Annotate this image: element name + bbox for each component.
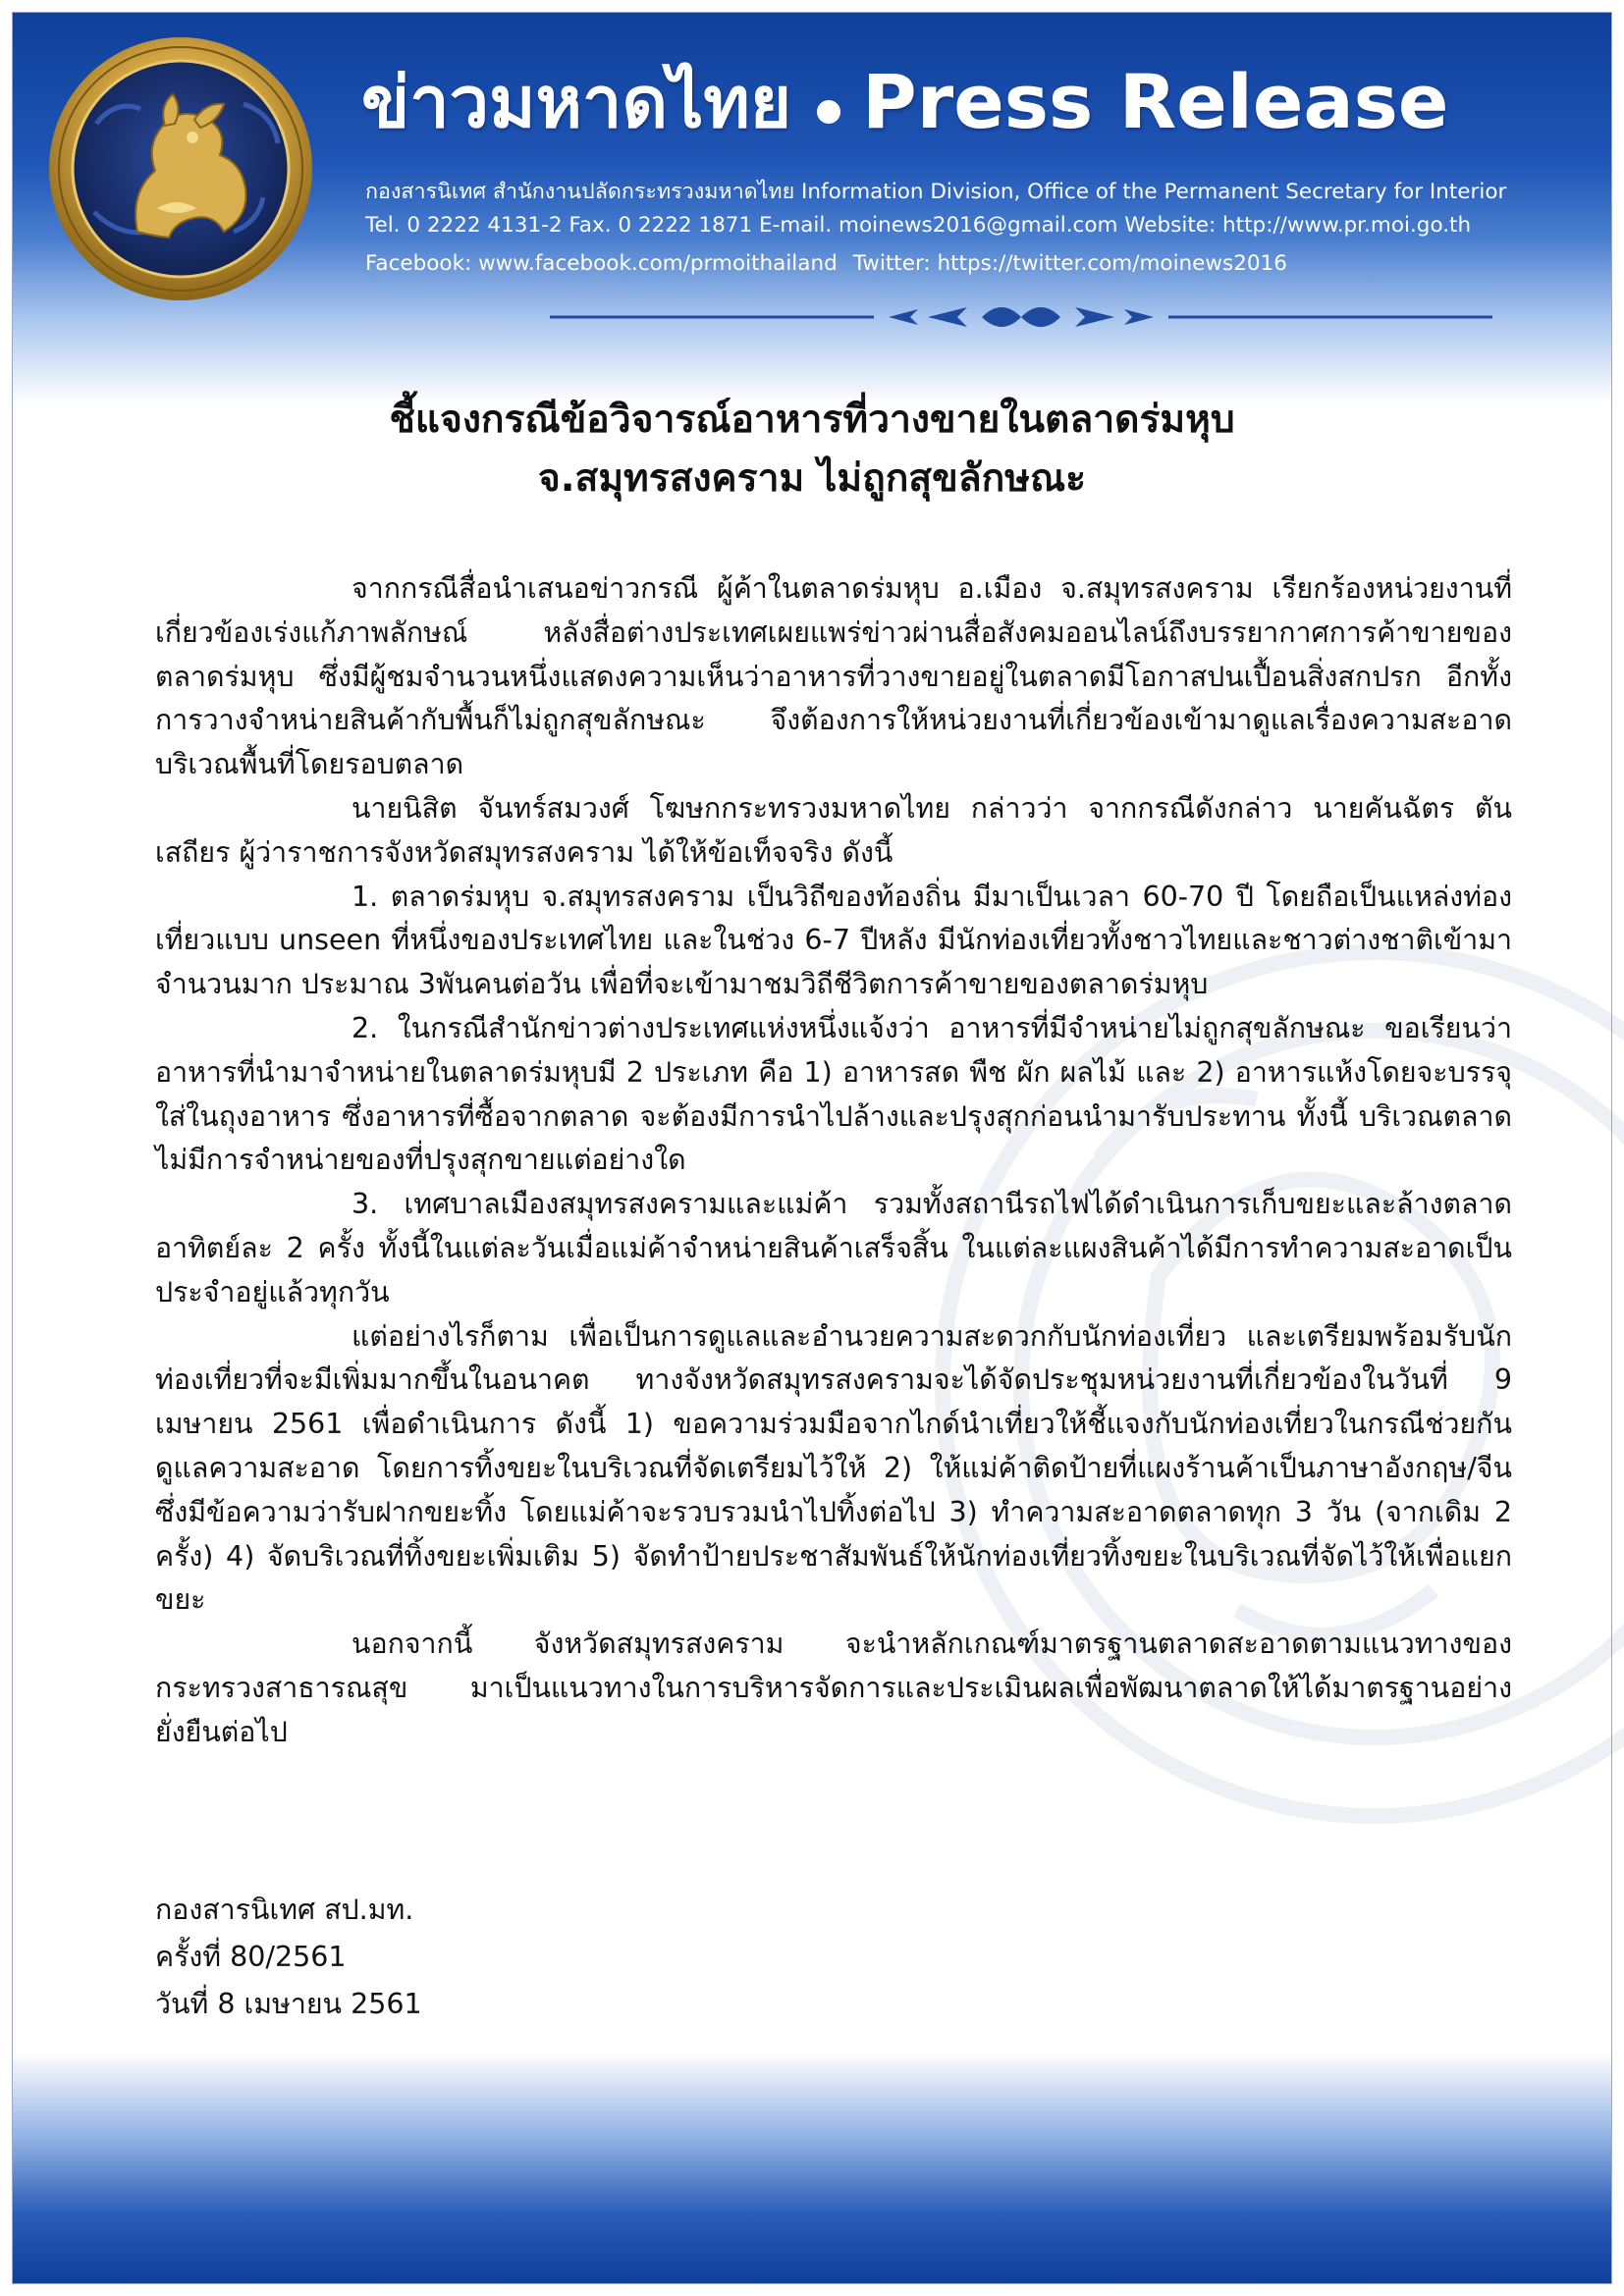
paragraph-conclusion: นอกจากนี้ จังหวัดสมุทรสงคราม จะนำหลักเกณฑ์มาตรฐานตลาดสะอาดตามแนวทางของกระทรวงสาธารณสุข มาเป็นแนวทางในการบริหารจัดการและประเมินผลเพื่อพัฒนาตลาดให้ได้มาตรฐานอย่างยั่งยืนต่อไป: [155, 1628, 1512, 1748]
headline: [0, 391, 1624, 508]
signoff-date: วันที่ 8 เมษายน 2561: [155, 1988, 422, 2020]
paragraph-intro: จากกรณีสื่อนำเสนอข่าวกรณี ผู้ค้าในตลาดร่มหุบ อ.เมือง จ.สมุทรสงคราม เรียกร้องหน่วยงานที่เกี่ยวข้องเร่งแก้ภาพลักษณ์ หลังสื่อต่างประเทศเผยแพร่ข่าวผ่านสื่อสังคมออนไลน์ถึงบรรยากาศการค้าขายของตลาดร่มหุบ ซึ่งมีผู้ชมจำนวนหนึ่งแสดงความเห็นว่าอาหารที่วางขายอยู่ในตลาดมีโอกาสปนเปื้อนสิ่งสกปรก อีกทั้งการวางจำหน่ายสินค้ากับพื้นก็ไม่ถูกสุขลักษณะ จึงต้องการให้หน่วยงานที่เกี่ยวข้องเข้ามาดูแลเรื่องความสะอาดบริเวณพื้นที่โดยรอบตลาด: [155, 572, 1512, 781]
bullet-dot-icon: [817, 100, 840, 124]
paragraph-fact-2: 2. ในกรณีสำนักข่าวต่างประเทศแห่งหนึ่งแจ้งว่า อาหารที่มีจำหน่ายไม่ถูกสุขลักษณะ ขอเรียนว่าอาหารที่นำมาจำหน่ายในตลาดร่มหุบมี 2 ประเภท คือ 1) อาหารสด พืช ผัก ผลไม้ และ 2) อาหารแห้งโดยจะบรรจุใส่ในถุงอาหาร ซึ่งอาหารที่ซื้อจากตลาด จะต้องมีการนำไปล้างและปรุงสุกก่อนนำมารับประทาน ทั้งนี้ บริเวณตลาดไม่มีการจำหน่ายของที่ปรุงสุกขายแต่อย่างใด: [155, 1011, 1512, 1177]
signoff-office: กองสารนิเทศ สป.มท.: [155, 1894, 414, 1926]
ministry-seal-icon: [47, 35, 314, 302]
brand-title-english: Press Release: [862, 58, 1449, 145]
paragraph-measures: แต่อย่างไรก็ตาม เพื่อเป็นการดูแลและอำนวยความสะดวกกับนักท่องเที่ยว และเตรียมพร้อมรับนักท่องเที่ยวที่จะมีเพิ่มมากขึ้นในอนาคต ทางจังหวัดสมุทรสงครามจะได้จัดประชุมหน่วยงานที่เกี่ยวข้องในวันที่ 9 เมษายน 2561 เพื่อดำเนินการ ดังนี้ 1) ขอความร่วมมือจากไกด์นำเที่ยวให้ชี้แจงกับนักท่องเที่ยวในกรณีช่วยกันดูแลความสะอาด โดยการทิ้งขยะในบริเวณที่จัดเตรียมไว้ให้ 2) ให้แม่ค้าติดป้ายที่แผงร้านค้าเป็นภาษาอังกฤษ/จีน ซึ่งมีข้อความว่ารับฝากขยะทิ้ง โดยแม่ค้าจะรวบรวมนำไปทิ้งต่อไป 3) ทำความสะอาดตลาดทุก 3 วัน (จากเดิม 2 ครั้ง) 4) จัดบริเวณที่ทิ้งขยะเพิ่มเติม 5) จัดทำป้ายประชาสัมพันธ์ให้นักท่องเที่ยวทิ้งขยะในบริเวณที่จัดไว้ให้เพื่อแยกขยะ: [155, 1319, 1512, 1617]
headline-line-1: ชี้แจงกรณีข้อวิจารณ์อาหารที่วางขายในตลาดร่มหุบ: [389, 398, 1235, 442]
signoff-issue: ครั้งที่ 80/2561: [155, 1941, 347, 1973]
signoff: [155, 1887, 422, 2028]
twitter-link[interactable]: Twitter: https://twitter.com/moinews2016: [852, 251, 1287, 276]
brand-title-thai: ข่าวมหาดไทย: [361, 61, 792, 143]
paragraph-fact-1: 1. ตลาดร่มหุบ จ.สมุทรสงคราม เป็นวิถีของท้องถิ่น มีมาเป็นเวลา 60-70 ปี โดยถือเป็นแหล่งท่องเที่ยวแบบ unseen ที่หนึ่งของประเทศไทย และในช่วง 6-7 ปีหลัง มีนักท่องเที่ยวทั้งชาวไทยและชาวต่างชาติเข้ามาจำนวนมาก ประมาณ 3พันคนต่อวัน เพื่อที่จะเข้ามาชมวิถีชีวิตการค้าขายของตลาดร่มหุบ: [155, 880, 1512, 1001]
org-line: กองสารนิเทศ สำนักงานปลัดกระทรวงมหาดไทย Information Division, Office of the Permanent Secretary for Interior: [365, 180, 1507, 204]
social-line: [365, 251, 1287, 276]
facebook-link[interactable]: Facebook: www.facebook.com/prmoithailand: [365, 251, 838, 276]
article-body: [155, 567, 1512, 1755]
contact-line: Tel. 0 2222 4131-2 Fax. 0 2222 1871 E-mail. moinews2016@gmail.com Website: http://www.pr.moi.go.th: [365, 213, 1472, 238]
paragraph-fact-3: 3. เทศบาลเมืองสมุทรสงครามและแม่ค้า รวมทั้งสถานีรถไฟได้ดำเนินการเก็บขยะและล้างตลาดอาทิตย์ละ 2 ครั้ง ทั้งนี้ในแต่ละวันเมื่อแม่ค้าจำหน่ายสินค้าเสร็จสิ้น ในแต่ละแผงสินค้าได้มีการทำความสะอาดเป็นประจำอยู่แล้วทุกวัน: [155, 1188, 1512, 1308]
footer-band: [12, 2052, 1612, 2284]
divider-ornament-icon: [550, 294, 1492, 340]
headline-line-2: จ.สมุทรสงคราม ไม่ถูกสุขลักษณะ: [537, 456, 1087, 501]
paragraph-spokesperson: นายนิสิต จันทร์สมวงศ์ โฆษกกระทรวงมหาดไทย กล่าวว่า จากกรณีดังกล่าว นายคันฉัตร ตันเสถียร ผู้ว่าราชการจังหวัดสมุทรสงคราม ได้ให้ข้อเท็จจริง ดังนี้: [155, 791, 1512, 869]
brand-title: [361, 43, 1448, 161]
